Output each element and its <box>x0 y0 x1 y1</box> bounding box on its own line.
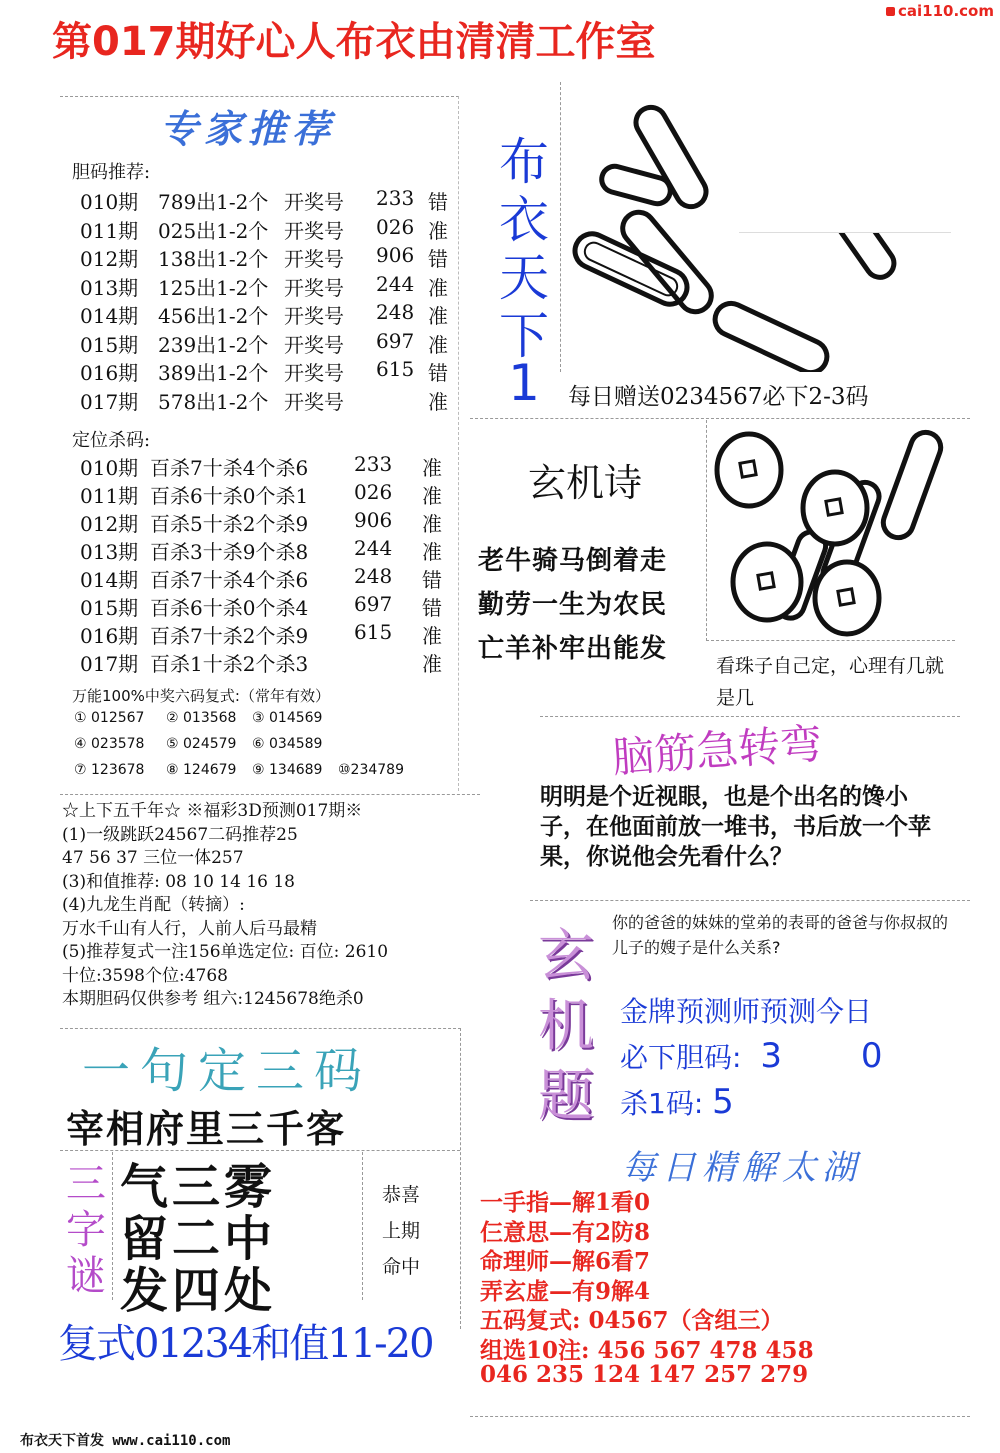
dm-period: 016期 <box>80 361 139 385</box>
dm-period: 015期 <box>80 332 139 357</box>
buyi-char: 下 <box>499 307 549 365</box>
kill-mark: 准 <box>422 456 442 480</box>
poem-title: 玄机诗 <box>528 461 643 505</box>
kill-mark: 准 <box>422 652 442 676</box>
kill-result: 906 <box>354 508 393 532</box>
congrats-item: 命中 <box>382 1256 421 1278</box>
yiju-title: 一句定三码 <box>82 1043 373 1099</box>
dm-pick: 025出1-2个 <box>158 218 269 243</box>
taihu-line: 弄玄虚—有9解4 <box>480 1277 651 1305</box>
combo-item: ③ 014569 <box>252 710 323 726</box>
combo-item: ⑨ 134689 <box>252 762 323 778</box>
dm-mark: 准 <box>428 218 448 243</box>
dan-value-2: 0 <box>860 1036 883 1076</box>
taihu-line: 命理师—解6看7 <box>480 1248 651 1275</box>
kill-result: 233 <box>354 452 393 476</box>
buyi-char: 1 <box>508 354 540 412</box>
predict-line: 本期胆码仅供参考 组六:1245678绝杀0 <box>62 989 364 1009</box>
dm-period: 010期 <box>80 190 139 214</box>
riddle-separator-1 <box>112 1152 113 1300</box>
dm-result: 906 <box>376 243 415 267</box>
yiju-phrase: 宰相府里三千客 <box>66 1107 347 1151</box>
taihu-line: 组选10注: 456 567 478 458 <box>480 1336 814 1364</box>
kill-result: 248 <box>354 564 393 588</box>
buyi-char: 天 <box>499 249 549 307</box>
combo-item: ⑥ 034589 <box>252 736 323 752</box>
dm-label: 开奖号 <box>284 332 344 357</box>
dm-period: 017期 <box>80 389 139 414</box>
side-char: 三 <box>66 1161 106 1207</box>
xuanji-char: 题 <box>538 1064 594 1129</box>
kill-result: 026 <box>354 480 393 504</box>
poem-hint: 看珠子自己定，心理有几就是几 <box>716 655 945 709</box>
header-title: 第017期好心人布衣由清清工作室 <box>52 19 656 65</box>
dm-pick: 239出1-2个 <box>158 332 269 357</box>
kill-label: 定位杀码: <box>72 430 151 451</box>
taihu-line: 仨意思—有2防8 <box>480 1218 651 1246</box>
dm-label: 胆码推荐: <box>72 162 151 183</box>
predict-line: (4)九龙生肖配（转摘）: <box>62 895 245 915</box>
kill-period: 014期 <box>80 568 139 592</box>
kill-period: 016期 <box>80 624 139 648</box>
predict-line: 万水千山有人行，人前人后马最精 <box>62 918 317 939</box>
dm-label: 开奖号 <box>284 275 344 300</box>
xuanji-question: 你的爸爸的妹妹的堂弟的表哥的爸爸与你叔叔的儿子的嫂子是什么关系? <box>612 913 949 957</box>
kill-period: 015期 <box>80 596 139 620</box>
predict-line: (3)和值推荐: 08 10 14 16 18 <box>62 871 295 892</box>
dm-period: 011期 <box>80 218 139 243</box>
dm-mark: 准 <box>428 275 448 300</box>
predict-line: 47 56 37 三位一体257 <box>62 848 244 868</box>
combo-item: ④ 023578 <box>74 736 145 752</box>
kill-period: 012期 <box>80 512 139 536</box>
poem-line: 老牛骑马倒着走 <box>478 546 668 576</box>
taihu-line: 一手指—解1看0 <box>480 1189 651 1216</box>
dm-label: 开奖号 <box>284 361 344 385</box>
kill-kill: 百杀3十杀9个杀8 <box>150 540 309 564</box>
dm-pick: 578出1-2个 <box>158 389 269 414</box>
poem-line: 亡羊补牢出能发 <box>478 634 668 664</box>
dm-period: 012期 <box>80 247 139 271</box>
dm-result: 697 <box>376 328 415 353</box>
riddle-separator-2 <box>362 1152 363 1300</box>
kill-kill: 百杀6十杀0个杀1 <box>150 484 309 508</box>
riddle-line: 留二中 <box>120 1211 277 1267</box>
dm-label: 开奖号 <box>284 218 344 243</box>
kill-result: 244 <box>354 536 393 560</box>
dm-mark: 准 <box>428 332 448 357</box>
kill-one-row <box>620 1082 734 1122</box>
kill-mark: 准 <box>422 512 442 536</box>
kill-mark: 错 <box>422 596 442 620</box>
dan-value-1: 3 <box>760 1036 782 1076</box>
kill-kill: 百杀7十杀4个杀6 <box>150 456 309 480</box>
dan-row <box>620 1036 883 1076</box>
kill-kill: 百杀7十杀2个杀9 <box>150 624 309 648</box>
brain-title: 脑筋急转弯 <box>610 718 824 783</box>
dm-label: 开奖号 <box>284 247 344 271</box>
dm-period: 014期 <box>80 304 139 328</box>
kill-result: 697 <box>354 592 393 616</box>
combo-item: ⑩234789 <box>338 762 404 778</box>
dm-result: 233 <box>376 186 415 210</box>
dm-label: 开奖号 <box>284 304 344 328</box>
combo-item: ② 013568 <box>166 710 237 726</box>
combo-item: ⑤ 024579 <box>166 736 237 752</box>
taihu-bottom-border <box>470 1416 970 1417</box>
kill-one-value: 5 <box>712 1082 734 1122</box>
dm-pick: 138出1-2个 <box>158 247 269 271</box>
combo-item: ① 012567 <box>74 710 145 726</box>
kill-mark: 准 <box>422 484 442 508</box>
combo-label: 万能100%中奖六码复式:（常年有效） <box>72 687 330 705</box>
taihu-line: 046 235 124 147 257 279 <box>480 1361 809 1388</box>
dm-mark: 错 <box>428 361 448 385</box>
gold-title: 金牌预测师预测今日 <box>620 995 873 1028</box>
riddle-line: 气三雾 <box>120 1159 277 1215</box>
calligraphy-image <box>560 82 951 372</box>
xuanji-char: 玄 <box>538 924 594 989</box>
dm-label: 开奖号 <box>284 190 344 214</box>
divider-line <box>470 418 970 419</box>
dm-pick: 456出1-2个 <box>158 304 269 328</box>
kill-mark: 错 <box>422 568 442 592</box>
coins-image <box>706 420 955 641</box>
kill-kill: 百杀5十杀2个杀9 <box>150 512 309 536</box>
dm-pick: 125出1-2个 <box>158 275 269 300</box>
combo-item: ⑧ 124679 <box>166 762 237 778</box>
kill-period: 011期 <box>80 484 139 508</box>
dan-label: 必下胆码: <box>620 1041 742 1074</box>
predict-line: ☆上下五千年☆ ※福彩3D预测017期※ <box>62 801 363 821</box>
coins-drawing <box>707 420 955 640</box>
kill-period: 013期 <box>80 540 139 564</box>
dm-pick: 389出1-2个 <box>158 361 269 385</box>
kill-result: 615 <box>354 620 393 644</box>
dm-result: 615 <box>376 357 415 381</box>
poem-line: 勤劳一生为农民 <box>478 590 668 620</box>
side-char: 谜 <box>66 1253 106 1299</box>
taihu-title: 每日精解太湖 <box>622 1148 862 1188</box>
congrats-item: 上期 <box>382 1220 421 1242</box>
dm-mark: 准 <box>428 304 448 328</box>
kill-kill: 百杀7十杀4个杀6 <box>150 568 309 592</box>
dm-result: 248 <box>376 300 415 324</box>
riddle-line: 发四处 <box>120 1263 277 1319</box>
brain-question: 明明是个近视眼，也是个出名的馋小子，在他面前放一堆书，书后放一个苹果，你说他会先看什么？ <box>540 784 931 870</box>
buyi-char: 衣 <box>499 191 549 249</box>
predict-line: (1)一级跳跃24567二码推荐25 <box>62 824 298 845</box>
xuanji-char: 机 <box>538 994 594 1059</box>
kill-one-label: 杀1码: <box>620 1087 704 1120</box>
kill-kill: 百杀6十杀0个杀4 <box>150 596 309 620</box>
kill-mark: 准 <box>422 540 442 564</box>
combo-item: ⑦ 123678 <box>74 762 145 778</box>
dm-period: 013期 <box>80 275 139 300</box>
yiju-summary: 复式01234和值11-20 <box>58 1321 433 1367</box>
site-logo: cai110.com <box>886 2 994 20</box>
daily-gift: 每日赠送0234567必下2-3码 <box>568 384 869 410</box>
kill-period: 010期 <box>80 456 139 480</box>
footer: 布衣天下首发 www.cai110.com <box>20 1433 231 1449</box>
kill-mark: 准 <box>422 624 442 648</box>
dm-mark: 准 <box>428 389 448 414</box>
congrats-item: 恭喜 <box>382 1184 421 1206</box>
predict-line: 十位:3598个位:4768 <box>62 965 228 986</box>
dm-result: 244 <box>376 271 415 296</box>
dm-label: 开奖号 <box>284 389 344 414</box>
kill-kill: 百杀1十杀2个杀3 <box>150 652 309 676</box>
dm-mark: 错 <box>428 190 448 214</box>
predict-line: (5)推荐复式一注156单选定位: 百位: 2610 <box>62 942 389 962</box>
dm-pick: 789出1-2个 <box>158 190 269 214</box>
dm-mark: 错 <box>428 247 448 271</box>
side-char: 字 <box>66 1207 106 1253</box>
calligraphy-drawing <box>561 82 951 372</box>
expert-title: 专家推荐 <box>160 107 337 151</box>
site-logo-dot <box>886 7 895 16</box>
kill-period: 017期 <box>80 652 139 676</box>
taihu-line: 五码复式: 04567（含组三） <box>480 1307 784 1334</box>
buyi-char: 布 <box>499 133 549 191</box>
dm-result: 026 <box>376 214 415 239</box>
